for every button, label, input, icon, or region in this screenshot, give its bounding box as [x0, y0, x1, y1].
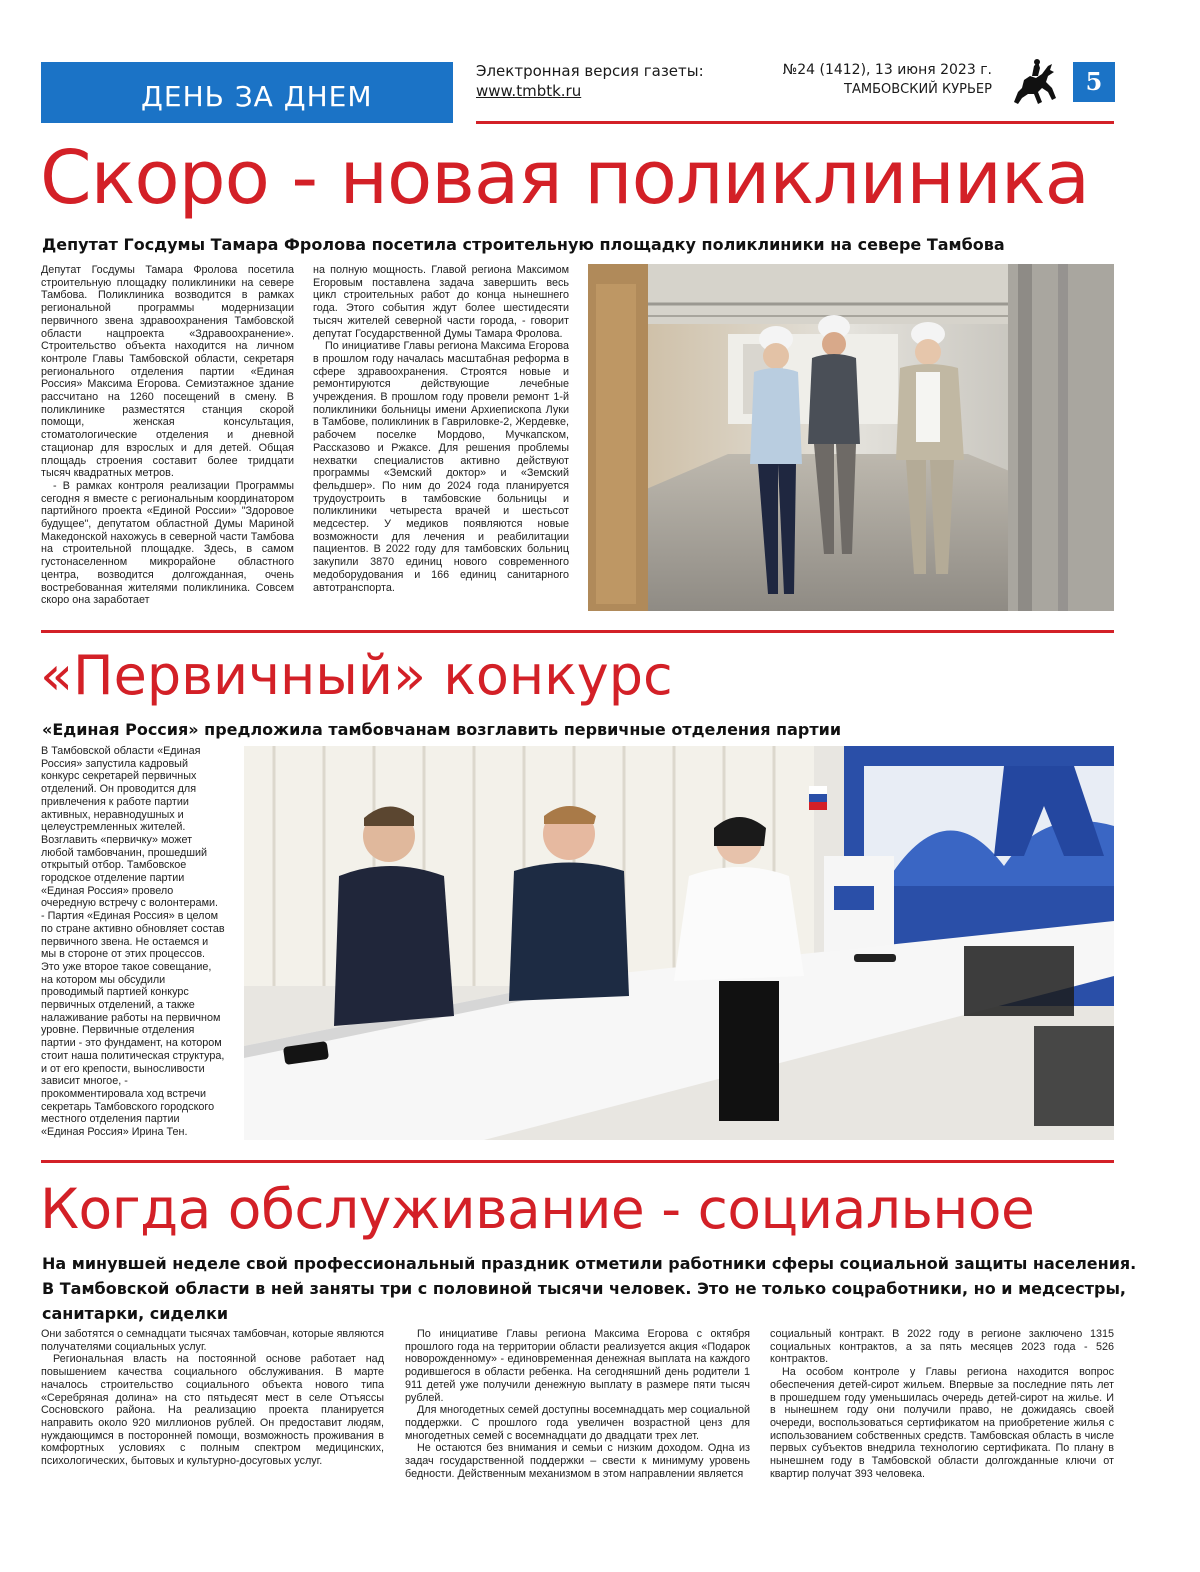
- article3-title: Когда обслуживание - социальное: [40, 1177, 1035, 1241]
- paragraph: В Тамбовской области «Единая Россия» запустила кадровый конкурс секретарей первичных отделений. Он проводится для привлечения к работе партии активных, неравнодушных и целеустремленных жителей. Возглавить «первичку» может любой тамбовчанин, прошедший открытый отбор. Тамбовское городское отделение партии «Единая Россия» провело очередную встречу с волонтерами.: [41, 745, 219, 910]
- article1-subtitle: Депутат Госдумы Тамара Фролова посетила строительную площадку поликлиники на севере Тамбова: [42, 235, 1005, 254]
- issue-number: №24 (1412), 13 июня 2023 г.: [782, 62, 992, 78]
- paragraph: социальный контракт. В 2022 году в регионе заключено 1315 социальных контрактов, а за пять месяцев 2023 года - 526 контрактов.: [770, 1328, 1114, 1366]
- article3-column-3: [770, 1328, 1114, 1493]
- lead-line: санитарки, сиделки: [42, 1304, 229, 1323]
- article3-lead: [42, 1251, 1136, 1326]
- paragraph: Они заботятся о семнадцати тысячах тамбовчан, которые являются получателями социальных услуг.: [41, 1328, 384, 1353]
- header-rule: [476, 121, 1114, 124]
- page-number: 5: [1073, 62, 1115, 102]
- section-band: [41, 62, 453, 123]
- paragraph: Региональная власть на постоянной основе работает над повышением качества социального обслуживания. В марте началось строительство социального объекта нового типа «Серебряная долина» на сто пятьдесят мест в селе Отъяссы Сосновского района. На реализацию проекта планируется направить около 920 миллионов рублей. Он предоставит людям, нуждающимся в посторонней помощи, возможность проживания в комфортных условиях с полным спектром медицинских, психологических, бытовых и культурно-досуговых услуг.: [41, 1353, 384, 1468]
- paragraph: на полную мощность. Главой региона Максимом Егоровым поставлена задача завершить весь цикл строительных работ до конца нынешнего года. Этого события ждут более шестидесяти тысяч жителей северной части города, - говорит депутат Государственной Думы Тамара Фролова.: [313, 264, 569, 340]
- paragraph: Депутат Госдумы Тамара Фролова посетила строительную площадку поликлиники на севере Тамбова. Поликлиника возводится в рамках региональной программы модернизации первичного звена здравоохранения Тамбовской области нацпроекта «Здравоохранение». Строительство объекта находится на личном контроле Главы Тамбовской области, секретаря регионального отделения партии «Единая Россия» Максима Егорова. Семиэтажное здание рассчитано на 1260 посещений в смену. В поликлинике разместятся станция скорой помощи, женская консультация, стоматологические отделения и дневной стационар для взрослых и для детей. Общая площадь строения составит более тридцати тысяч квадратных метров.: [41, 264, 294, 480]
- article3-column-2: [405, 1328, 750, 1493]
- article2-column: [41, 745, 225, 1143]
- section-divider-2: [41, 1160, 1114, 1163]
- paragraph: Не остаются без внимания и семьи с низким доходом. Одна из задач государственной поддержки – свести к минимуму уровень бедности. Действенным механизмом в этом направлении является: [405, 1442, 750, 1480]
- article1-title: Скоро - новая поликлиника: [40, 135, 1089, 221]
- newspaper-name: ТАМБОВСКИЙ КУРЬЕР: [844, 82, 992, 97]
- article2-title: «Первичный» конкурс: [40, 644, 673, 707]
- paragraph: По инициативе Главы региона Максима Егорова в прошлом году началась масштабная реформа в сфере здравоохранения. Строятся новые и ремонтируются действующие лечебные учреждения. В прошлом году провели ремонт 1-й поликлиники больницы имени Архиепископа Луки в Тамбове, поликлиник в Гавриловке-2, Жердевке, рабочем поселке Мордово, Мучкапском, Рассказово и Ржаксе. Для решения проблемы нехватки специалистов активно действуют программы «Земский доктор» и «Земский фельдшер». По ним до 2024 года планируется трудоустроить в тамбовские больницы и поликлиники четыреста врачей и шестьсот медсестер. У медиков появляются новые возможности для лечения и реабилитации пациентов. В 2022 году для тамбовских больниц закупили 3870 единиц нового современного медоборудования и 166 единиц санитарного автотранспорта.: [313, 340, 569, 594]
- horseman-logo-icon: [1008, 58, 1060, 108]
- paragraph: По инициативе Главы региона Максима Егорова с октября прошлого года на территории области реализуется акция «Подарок новорожденному» - единовременная денежная выплата на каждого родившегося в области ребенка. На сегодняшний день родители 1 911 детей уже получили денежную выплату в размере пяти тысяч рублей.: [405, 1328, 750, 1404]
- paragraph: Для многодетных семей доступны восемнадцать мер социальной поддержки. С прошлого года увеличен возрастной ценз для многодетных семей с восемнадцати до двадцати трех лет.: [405, 1404, 750, 1442]
- construction-site-photo: [588, 264, 1114, 611]
- section-title: ДЕНЬ ЗА ДНЕМ: [141, 80, 373, 113]
- lead-line: В Тамбовской области в ней заняты три с половиной тысячи человек. Это не только соцработники, но и медсестры,: [42, 1279, 1127, 1298]
- paragraph: - Партия «Единая Россия» в целом по стране активно обновляет состав первичного звена. Не остаемся и мы в стороне от этих процессов. Это уже второе такое совещание, на котором мы обсудили проводимый партией конкурс первичных отделений, а также налаживание работы на первичном уровне. Первичные отделения партии - это фундамент, на котором стоит наша политическая структура, и от его крепости, выносливости зависит многое, - прокомментировала ход встречи секретарь Тамбовского городского местного отделения партии «Единая Россия» Ирина Тен.: [41, 910, 225, 1139]
- article2-subtitle: «Единая Россия» предложила тамбовчанам возглавить первичные отделения партии: [42, 720, 842, 739]
- article3-column-1: [41, 1328, 384, 1493]
- article1-column-2: [313, 264, 569, 614]
- electronic-version-label: Электронная версия газеты:: [476, 62, 704, 80]
- lead-line: На минувшей неделе свой профессиональный праздник отметили работники сферы социальной защиты населения.: [42, 1254, 1137, 1273]
- meeting-photo: [244, 746, 1114, 1140]
- website-link[interactable]: www.tmbtk.ru: [476, 82, 582, 100]
- section-divider-1: [41, 630, 1114, 633]
- article1-column-1: [41, 264, 294, 614]
- paragraph: На особом контроле у Главы региона находится вопрос обеспечения детей-сирот жильем. Впервые за последние пять лет в прошедшем году уменьшилась очередь детей-сирот на жилье. И в нынешнем году они получили право, не дожидаясь своей очереди, воспользоваться сертификатом на приобретение жилья с использованием собственных средств. Тамбовская область в числе первых субъектов внедрила технологию сертификата. По плану в нынешнем году в Тамбовской области долгожданные ключи от квартир получат 393 человека.: [770, 1366, 1114, 1480]
- paragraph: - В рамках контроля реализации Программы сегодня я вместе с региональным координатором партийного проекта «Единой России» "Здоровое будущее", депутатом областной Думы Мариной Македонской нахожусь в северной части Тамбова на строительной площадке. Здесь, в самом густонаселенном микрорайоне областного центра, возводится долгожданная, очень востребованная жителями поликлиника. Совсем скоро она заработает: [41, 479, 294, 607]
